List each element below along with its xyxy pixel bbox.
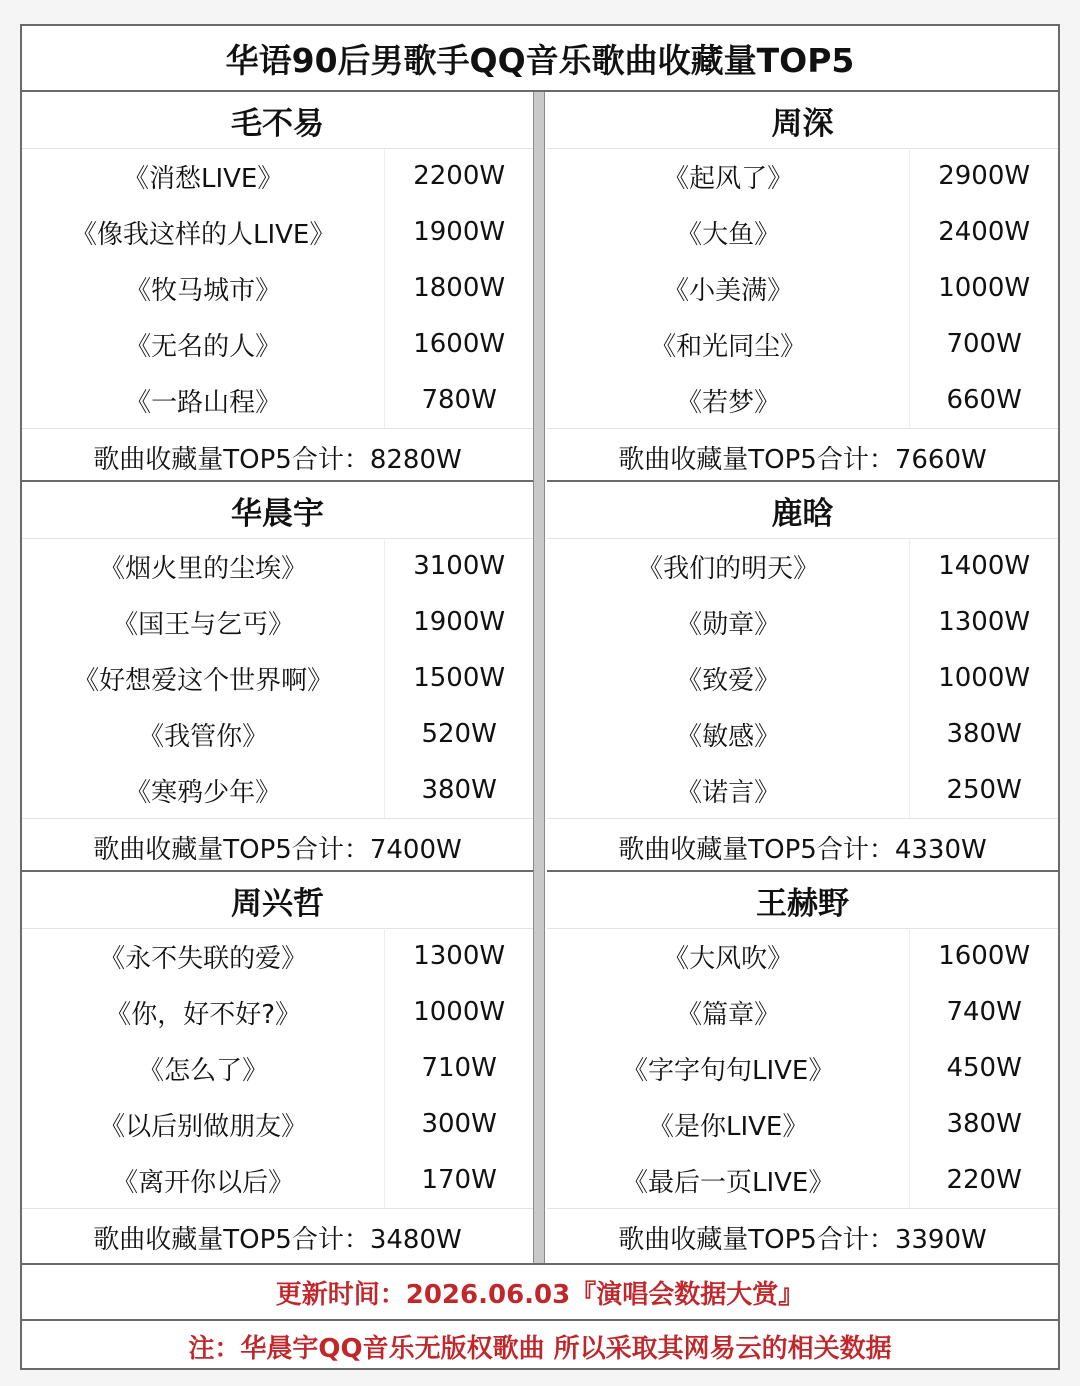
song-title: 《篇章》 bbox=[676, 999, 781, 1030]
song-row bbox=[22, 204, 533, 260]
song-row bbox=[22, 594, 533, 650]
song-row bbox=[22, 316, 533, 372]
song-row bbox=[22, 148, 533, 204]
song-title: 《大鱼》 bbox=[676, 219, 781, 250]
song-count: 1900W bbox=[384, 204, 533, 260]
song-title: 《和光同尘》 bbox=[650, 331, 807, 362]
song-count: 250W bbox=[909, 762, 1058, 818]
song-row bbox=[22, 1040, 533, 1096]
song-title: 《国王与乞丐》 bbox=[112, 609, 295, 640]
song-row bbox=[547, 706, 1058, 762]
song-count: 710W bbox=[384, 1040, 533, 1096]
song-count: 2200W bbox=[384, 148, 533, 204]
song-row bbox=[547, 1152, 1058, 1208]
singer-name: 周深 bbox=[547, 92, 1058, 149]
song-title: 《我们的明天》 bbox=[637, 553, 820, 584]
song-count: 220W bbox=[909, 1152, 1058, 1208]
song-title: 《寒鸦少年》 bbox=[125, 777, 282, 808]
sheet-title: 华语90后男歌手QQ音乐歌曲收藏量TOP5 bbox=[22, 26, 1058, 92]
song-title: 《永不失联的爱》 bbox=[99, 943, 308, 974]
total-count: 歌曲收藏量TOP5合计：7400W bbox=[22, 818, 533, 875]
song-count: 300W bbox=[384, 1096, 533, 1152]
song-count: 780W bbox=[384, 372, 533, 428]
song-row bbox=[22, 650, 533, 706]
total-count: 歌曲收藏量TOP5合计：7660W bbox=[547, 428, 1058, 485]
song-row bbox=[547, 594, 1058, 650]
singer-name: 王赫野 bbox=[547, 872, 1058, 929]
song-count: 1300W bbox=[384, 928, 533, 984]
song-count: 1900W bbox=[384, 594, 533, 650]
song-count: 520W bbox=[384, 706, 533, 762]
ranking-sheet bbox=[20, 24, 1060, 1370]
singer-name: 鹿晗 bbox=[547, 482, 1058, 539]
song-row bbox=[547, 260, 1058, 316]
song-count: 380W bbox=[909, 706, 1058, 762]
song-row bbox=[547, 762, 1058, 818]
song-title: 《小美满》 bbox=[663, 275, 794, 306]
song-title: 《致爱》 bbox=[676, 665, 781, 696]
song-count: 2400W bbox=[909, 204, 1058, 260]
song-row bbox=[22, 706, 533, 762]
song-title: 《一路山程》 bbox=[125, 387, 282, 418]
singer-block bbox=[22, 482, 533, 872]
song-count: 1000W bbox=[909, 260, 1058, 316]
singer-block bbox=[547, 482, 1058, 872]
song-row bbox=[547, 650, 1058, 706]
singer-name: 华晨宇 bbox=[22, 482, 533, 539]
song-count: 1600W bbox=[384, 316, 533, 372]
singer-block bbox=[22, 92, 533, 482]
song-title: 《敏感》 bbox=[676, 721, 781, 752]
song-row bbox=[22, 1152, 533, 1208]
song-count: 700W bbox=[909, 316, 1058, 372]
song-title: 《你，好不好?》 bbox=[105, 999, 302, 1030]
song-count: 740W bbox=[909, 984, 1058, 1040]
song-row bbox=[22, 538, 533, 594]
song-row bbox=[547, 1040, 1058, 1096]
song-row bbox=[547, 204, 1058, 260]
song-row bbox=[22, 372, 533, 428]
song-title: 《消愁LIVE》 bbox=[122, 163, 284, 194]
song-row bbox=[547, 148, 1058, 204]
total-count: 歌曲收藏量TOP5合计：3480W bbox=[22, 1208, 533, 1265]
song-title: 《怎么了》 bbox=[138, 1055, 269, 1086]
song-title: 《以后别做朋友》 bbox=[99, 1111, 308, 1142]
song-count: 2900W bbox=[909, 148, 1058, 204]
song-title: 《大风吹》 bbox=[663, 943, 794, 974]
song-count: 1600W bbox=[909, 928, 1058, 984]
singer-name: 周兴哲 bbox=[22, 872, 533, 929]
song-row bbox=[22, 260, 533, 316]
song-row bbox=[547, 984, 1058, 1040]
song-title: 《像我这样的人LIVE》 bbox=[70, 219, 336, 250]
song-row bbox=[22, 1096, 533, 1152]
update-time: 更新时间：2026.06.03『演唱会数据大赏』 bbox=[22, 1263, 1058, 1321]
song-title: 《字字句句LIVE》 bbox=[621, 1055, 835, 1086]
song-row bbox=[547, 538, 1058, 594]
song-title: 《是你LIVE》 bbox=[647, 1111, 809, 1142]
column-divider bbox=[533, 92, 545, 1263]
song-count: 3100W bbox=[384, 538, 533, 594]
song-row bbox=[547, 316, 1058, 372]
song-count: 1300W bbox=[909, 594, 1058, 650]
singer-block bbox=[22, 872, 533, 1262]
song-row bbox=[22, 984, 533, 1040]
song-count: 1400W bbox=[909, 538, 1058, 594]
song-count: 380W bbox=[384, 762, 533, 818]
song-count: 1000W bbox=[909, 650, 1058, 706]
song-count: 1800W bbox=[384, 260, 533, 316]
song-count: 1000W bbox=[384, 984, 533, 1040]
song-count: 170W bbox=[384, 1152, 533, 1208]
total-count: 歌曲收藏量TOP5合计：8280W bbox=[22, 428, 533, 485]
note-text: 注：华晨宇QQ音乐无版权歌曲 所以采取其网易云的相关数据 bbox=[188, 1333, 892, 1364]
song-row bbox=[22, 762, 533, 818]
song-title: 《牧马城市》 bbox=[125, 275, 282, 306]
singer-block bbox=[547, 92, 1058, 482]
song-title: 《诺言》 bbox=[676, 777, 781, 808]
song-count: 450W bbox=[909, 1040, 1058, 1096]
singer-block bbox=[547, 872, 1058, 1262]
song-count: 380W bbox=[909, 1096, 1058, 1152]
song-title: 《若梦》 bbox=[676, 387, 781, 418]
song-title: 《勋章》 bbox=[676, 609, 781, 640]
song-count: 660W bbox=[909, 372, 1058, 428]
song-row bbox=[22, 928, 533, 984]
song-title: 《我管你》 bbox=[138, 721, 269, 752]
total-count: 歌曲收藏量TOP5合计：4330W bbox=[547, 818, 1058, 875]
song-row bbox=[547, 928, 1058, 984]
song-row bbox=[547, 372, 1058, 428]
song-title: 《无名的人》 bbox=[125, 331, 282, 362]
song-title: 《好想爱这个世界啊》 bbox=[73, 665, 334, 696]
song-title: 《最后一页LIVE》 bbox=[621, 1167, 835, 1198]
singer-grid bbox=[22, 92, 1058, 1263]
song-title: 《离开你以后》 bbox=[112, 1167, 295, 1198]
song-title: 《起风了》 bbox=[663, 163, 794, 194]
song-title: 《烟火里的尘埃》 bbox=[99, 553, 308, 584]
song-row bbox=[547, 1096, 1058, 1152]
song-count: 1500W bbox=[384, 650, 533, 706]
total-count: 歌曲收藏量TOP5合计：3390W bbox=[547, 1208, 1058, 1265]
singer-name: 毛不易 bbox=[22, 92, 533, 149]
